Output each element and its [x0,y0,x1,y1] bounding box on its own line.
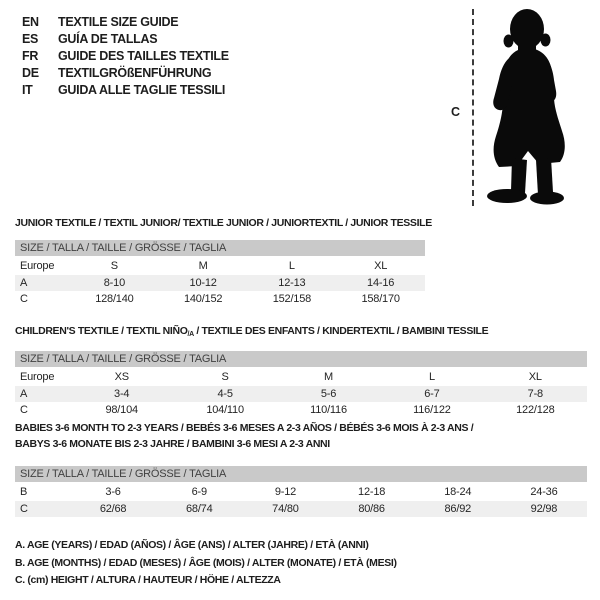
row-label: C [20,404,28,416]
section-title-text: /A [187,331,194,338]
silhouette-leg-left [511,158,527,193]
row-label: C [20,502,28,515]
language-code: FR [22,48,39,63]
table-cell: 6-7 [424,387,440,400]
table-cell: L [428,371,435,383]
junior-textile-size-table [15,240,425,308]
row-label: Europe [20,371,55,383]
table-cell: 12-13 [278,276,306,289]
section-title-text: JUNIOR TEXTILE / TEXTIL JUNIOR/ TEXTILE JUNIOR / JUNIORTEXTIL / JUNIOR TESSILE [15,217,432,229]
table-cell: M [324,371,333,383]
row-label: C [20,293,28,305]
table-cell: 7-8 [527,387,543,400]
table-cell: XS [114,371,129,383]
footnote-line: A. AGE (YEARS) / EDAD (AÑOS) / ÂGE (ANS) / ALTER (JAHRE) / ETÀ (ANNI) [15,539,369,551]
table-cell: L [288,260,295,272]
table-cell: 128/140 [95,293,134,305]
table-cell: 62/68 [99,502,127,515]
table-row [15,501,587,518]
language-title: TEXTILGRÖßENFÜHRUNG [58,66,212,81]
table-cell: XL [528,371,542,383]
language-title-list [22,13,229,99]
table-cell: 86/92 [444,502,472,515]
section-title-childrens-textile [15,324,488,343]
language-title: TEXTILE SIZE GUIDE [58,14,179,29]
row-label: A [20,387,28,400]
table-cell: 9-12 [274,486,297,498]
language-title: GUÍA DE TALLAS [58,31,158,46]
babies-textile-size-table [15,466,587,517]
table-cell: 18-24 [444,486,472,498]
row-label: Europe [20,260,55,272]
language-code: ES [22,31,39,46]
table-cell: S [221,371,229,383]
height-measure-dashed-line [472,9,474,206]
language-title: GUIDE DES TAILLES TEXTILE [58,48,229,63]
table-cell: 6-9 [191,486,207,498]
silhouette-ear-left [504,35,514,48]
table-cell: 116/122 [413,404,451,416]
childrens-textile-size-table [15,351,587,419]
size-header-bar: SIZE / TALLA / TAILLE / GRÖSSE / TAGLIA [15,240,425,256]
table-cell: 74/80 [272,502,299,515]
row-label: B [20,486,28,498]
language-code: IT [22,83,33,98]
silhouette-arm-right [542,57,556,102]
language-title: GUIDA ALLE TAGLIE TESSILI [58,83,226,98]
table-cell: XL [374,260,388,272]
language-row [22,47,229,64]
legend-footnotes [15,537,397,590]
height-measure-label: C [451,105,461,119]
language-code: EN [22,14,39,29]
table-row [15,386,587,403]
footnote-line: C. (cm) HEIGHT / ALTURA / HAUTEUR / HÖHE / ALTEZZA [15,574,281,587]
language-row [22,13,229,30]
section-title-junior-textile [15,216,432,232]
size-header-bar: SIZE / TALLA / TAILLE / GRÖSSE / TAGLIA [15,351,587,367]
silhouette-leg-right [536,158,553,195]
table-cell: 140/152 [183,293,223,305]
table-cell: S [110,260,118,272]
table-cell: 122/128 [516,404,555,416]
table-cell: 98/104 [105,404,138,416]
table-cell: 24-36 [530,486,558,498]
table-cell: 152/158 [272,293,312,305]
language-row [22,82,229,99]
table-cell: 5-6 [320,387,337,400]
table-cell: 3-6 [105,486,121,498]
table-row [15,484,587,501]
table-cell: 110/116 [310,404,347,416]
table-cell: 14-16 [367,276,395,289]
table-cell: 8-10 [103,276,125,289]
section-title-text: BABIES 3-6 MONTH TO 2-3 YEARS / BEBÉS 3-6 MESES A 2-3 AÑOS / BÉBÉS 3-6 MOIS À 2-3 ANS / BABYS 3-6 MONATE BIS 2-3 JAHRE / BAMBINI 3-6 MESI A 2-3 ANNI [15,422,474,450]
section-title-babies-textile [15,421,487,452]
section-title-text: / TEXTILE DES ENFANTS / KINDERTEXTIL / BAMBINI TESSILE [193,325,489,337]
silhouette-foot-right [530,192,564,205]
language-row [22,30,229,47]
toddler-silhouette [480,0,600,215]
table-cell: 10-12 [189,276,217,289]
table-cell: 92/98 [530,502,558,515]
table-row [15,369,587,386]
table-cell: 158/170 [361,293,400,305]
language-code: DE [22,66,39,81]
table-cell: 104/110 [206,404,244,416]
table-row [15,258,425,275]
table-cell: M [198,260,208,272]
row-label: A [20,276,28,289]
section-title-text: CHILDREN'S TEXTILE / TEXTIL NIÑO [15,325,188,337]
silhouette-ear-right [541,34,551,47]
table-cell: 68/74 [185,502,213,515]
size-header-bar: SIZE / TALLA / TAILLE / GRÖSSE / TAGLIA [15,466,587,482]
table-cell: 4-5 [217,387,233,400]
footnote-line: B. AGE (MONTHS) / EDAD (MESES) / ÂGE (MOIS) / ALTER (MONATE) / ETÀ (MESI) [15,556,397,569]
silhouette-foot-left [487,189,527,203]
table-cell: 80/86 [358,502,385,515]
table-cell: 12-18 [358,486,386,498]
table-row [15,291,425,308]
table-row [15,275,425,292]
table-row [15,402,587,419]
table-cell: 3-4 [114,387,130,400]
language-row [22,65,229,82]
